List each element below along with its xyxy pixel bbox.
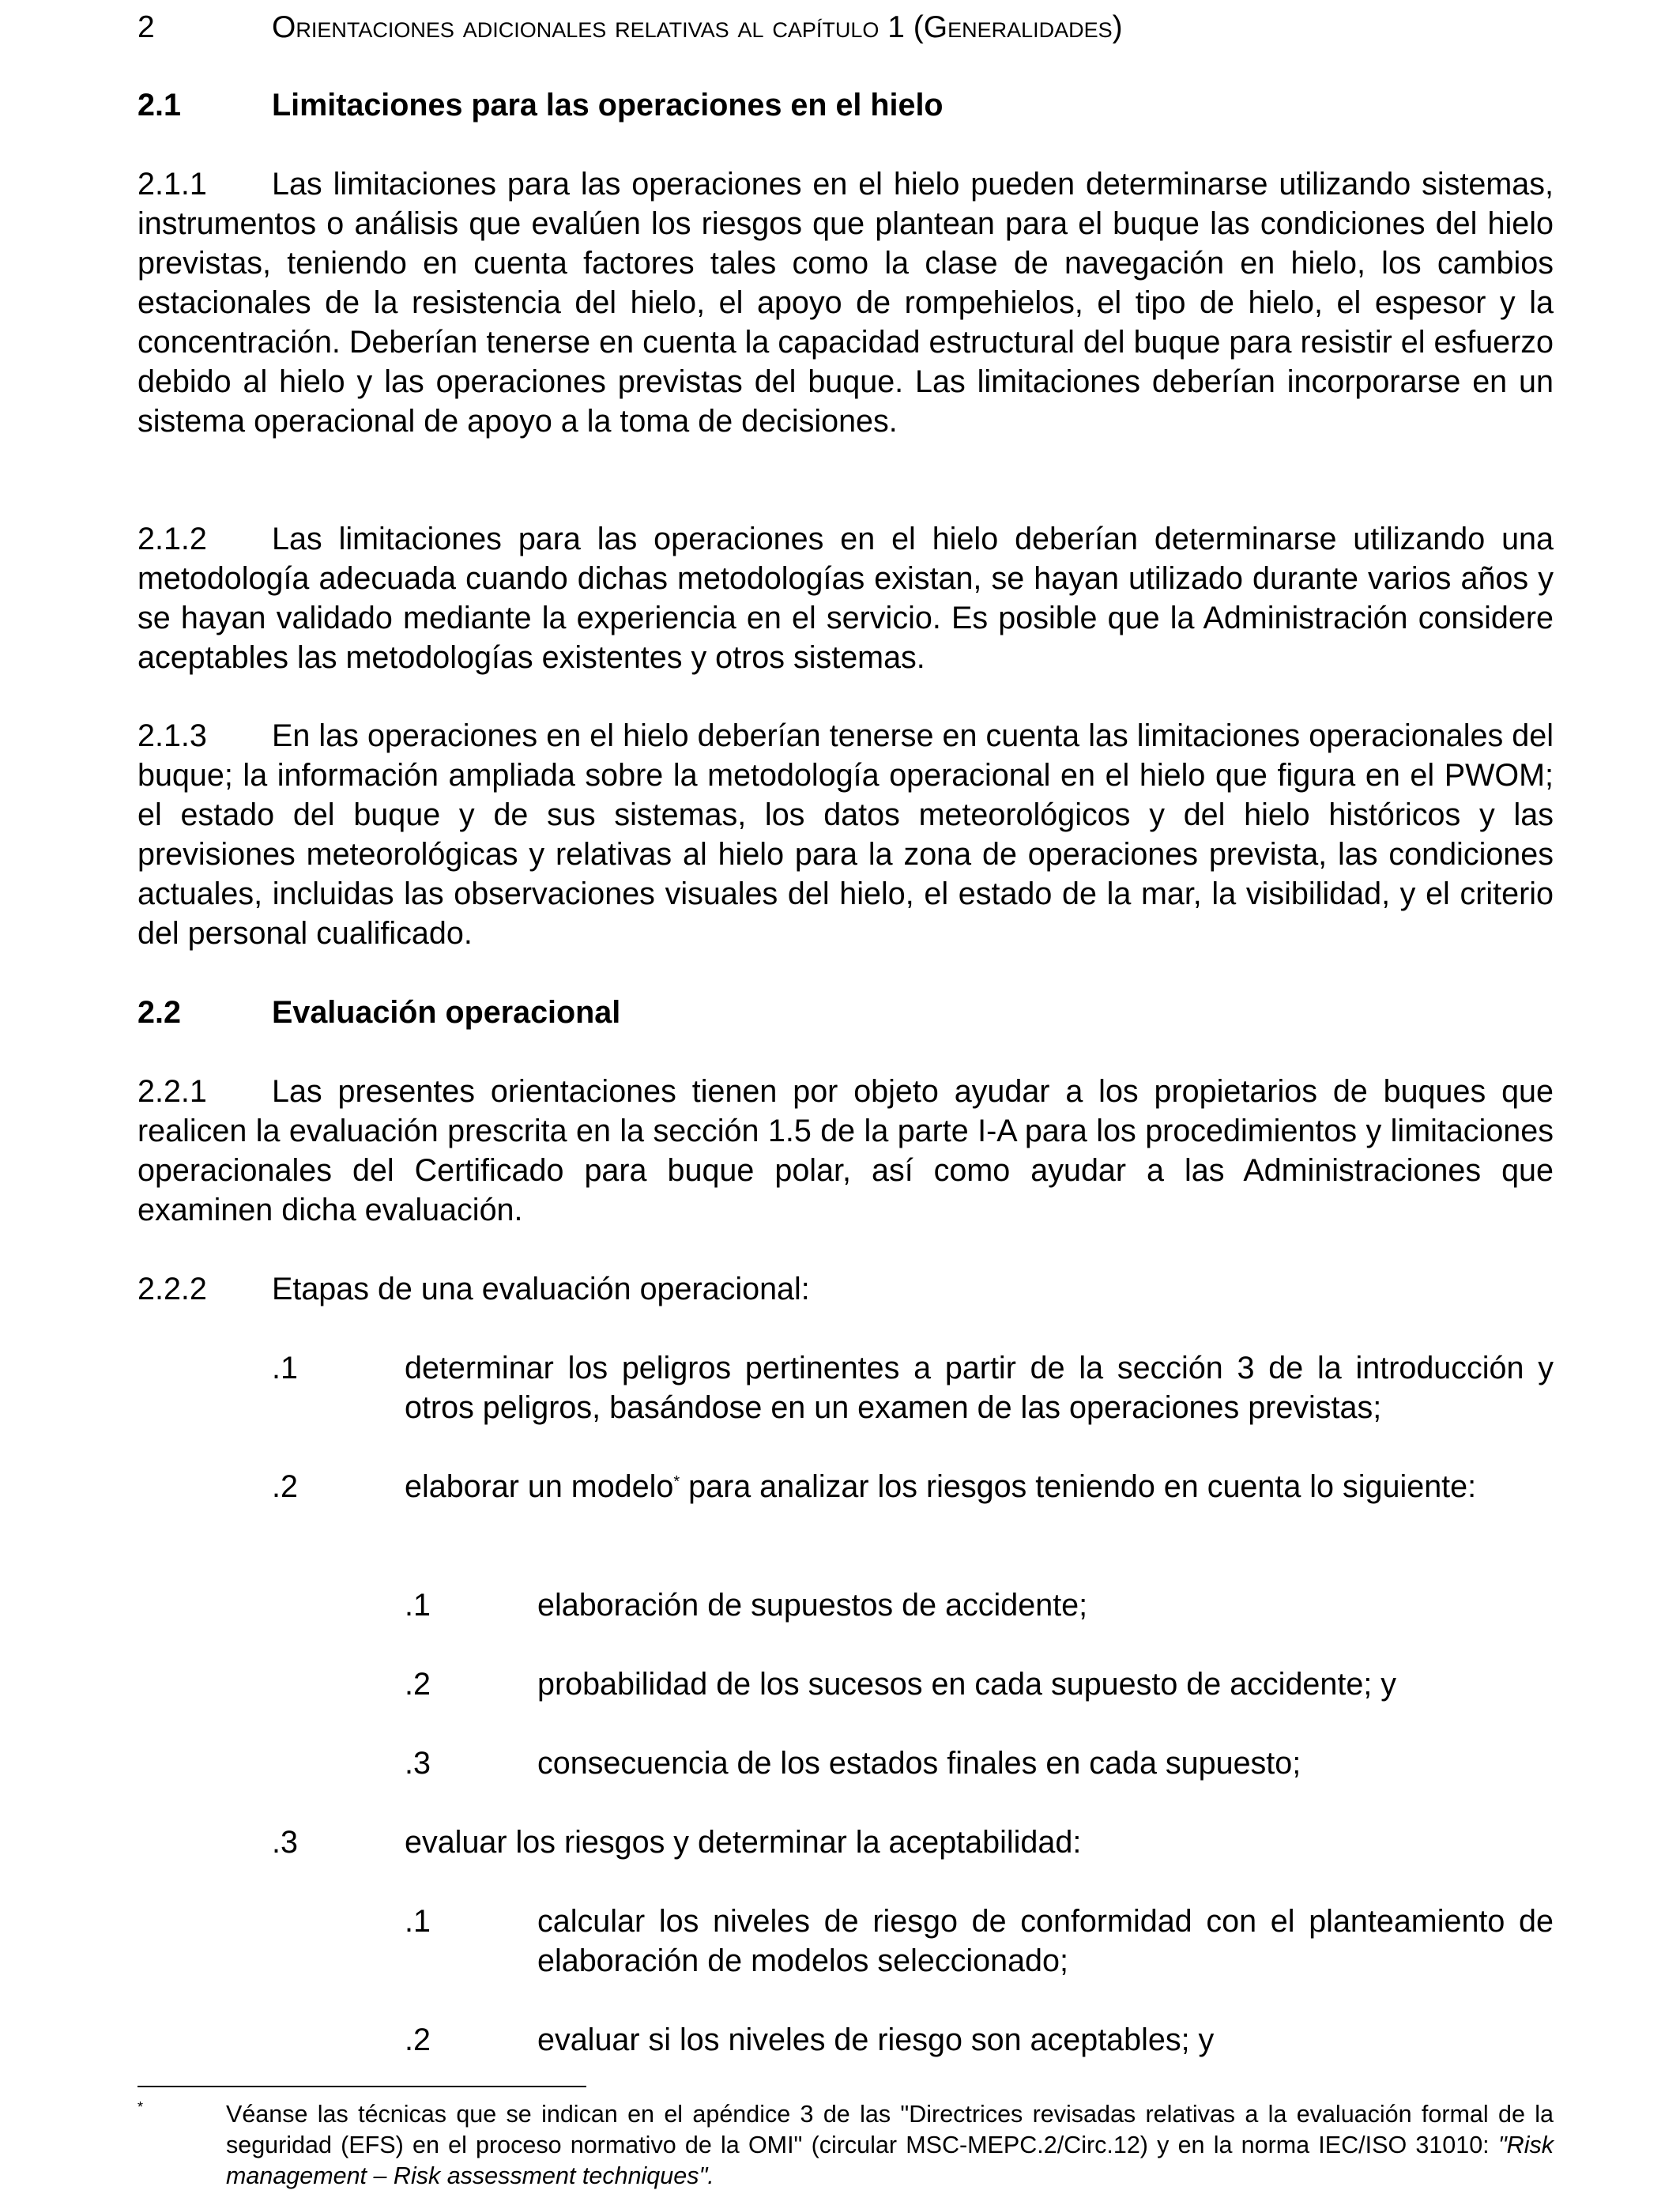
- paragraph-text: Las presentes orientaciones tienen por objeto ayudar a los propietarios de buques que realicen la evaluación prescrita en la sección 1.5 de la parte I-A para los procedimientos y limitaciones operacionales del Certificado para buque polar, así como ayudar a las Administraciones que examinen dicha evaluación.: [137, 1074, 1554, 1227]
- sub-item-text: evaluar si los niveles de riesgo son aceptables; y: [537, 2022, 1215, 2057]
- list-item-text: [405, 1467, 1554, 1506]
- sub-item-text: elaboración de supuestos de accidente;: [537, 1588, 1088, 1623]
- paragraph-text: Etapas de una evaluación operacional:: [272, 1272, 810, 1306]
- paragraph-number: 2.2.1: [137, 1074, 207, 1109]
- footnote-separator: [137, 2086, 586, 2087]
- paragraph-number: 2.1.2: [137, 522, 207, 556]
- sub-item-text: consecuencia de los estados finales en cada supuesto;: [537, 1746, 1301, 1781]
- chapter-title-part: eneralidades: [947, 10, 1113, 44]
- sub-item-number: .2: [405, 2022, 431, 2057]
- list-item-text: determinar los peligros pertinentes a partir de la sección 3 de la introducción y otros peligros, basándose en un examen de las operaciones previstas;: [405, 1351, 1554, 1425]
- paragraph-number: 2.1.3: [137, 718, 207, 753]
- section-title: Evaluación operacional: [272, 995, 621, 1030]
- chapter-number: 2: [137, 10, 155, 44]
- list-item-text-part: para analizar los riesgos teniendo en cuenta lo siguiente:: [680, 1469, 1477, 1504]
- paragraph-number: 2.2.2: [137, 1272, 207, 1306]
- chapter-title-part: O: [272, 10, 296, 44]
- sub-item-number: .3: [405, 1746, 431, 1781]
- footnote-reference[interactable]: *: [673, 1473, 680, 1491]
- footnote-title-italic: "Risk management – Risk assessment techniques".: [226, 2132, 1554, 2189]
- paragraph-text: Las limitaciones para las operaciones en el hielo deberían determinarse utilizando una metodología adecuada cuando dichas metodologías existan, se hayan utilizado durante varios años y se hayan validado mediante la experiencia en el servicio. Es posible que la Administración considere aceptables las metodologías existentes y otros sistemas.: [137, 522, 1554, 675]
- section-title: Limitaciones para las operaciones en el hielo: [272, 88, 944, 123]
- sub-item-number: .2: [405, 1667, 431, 1702]
- list-item-number: .1: [272, 1351, 298, 1385]
- chapter-title: [272, 8, 1123, 47]
- sub-item-number: .1: [405, 1588, 431, 1623]
- paragraph-text: En las operaciones en el hielo deberían tenerse en cuenta las limitaciones operacionales del buque; la información ampliada sobre la metodología operacional en el hielo que figura en el PWOM; el estado del buque y de sus sistemas, los datos meteorológicos y del hielo históricos y las previsiones meteorológicas y relativas al hielo para la zona de operaciones prevista, las condiciones actuales, incluidas las observaciones visuales del hielo, el estado de la mar, la visibilidad, y el criterio del personal cualificado.: [137, 718, 1554, 951]
- list-item-number: .2: [272, 1469, 298, 1504]
- section-number: 2.2: [137, 995, 181, 1030]
- footnote-mark: *: [137, 2099, 144, 2115]
- list-item-text: evaluar los riesgos y determinar la aceptabilidad:: [405, 1825, 1082, 1860]
- sub-item-text: calcular los niveles de riesgo de conformidad con el planteamiento de elaboración de modelos seleccionado;: [537, 1904, 1554, 1978]
- section-number: 2.1: [137, 88, 181, 123]
- sub-item-text: probabilidad de los sucesos en cada supuesto de accidente; y: [537, 1667, 1396, 1702]
- chapter-title-part: 1 (G: [887, 10, 948, 44]
- paragraph-text: Las limitaciones para las operaciones en el hielo pueden determinarse utilizando sistemas, instrumentos o análisis que evalúen los riesgos que plantean para el buque las condiciones del hielo previstas, teniendo en cuenta factores tales como la clase de navegación en hielo, los cambios estacionales de la resistencia del hielo, el apoyo de rompehielos, el tipo de hielo, el espesor y la concentración. Deberían tenerse en cuenta la capacidad estructural del buque para resistir el esfuerzo debido al hielo y las operaciones previstas del buque. Las limitaciones deberían incorporarse en un sistema operacional de apoyo a la toma de decisiones.: [137, 167, 1554, 439]
- footnote-text: [226, 2099, 1554, 2192]
- paragraph-2-1-1: [137, 164, 1554, 441]
- chapter-title-part: ): [1112, 10, 1123, 44]
- list-item-number: .3: [272, 1825, 298, 1860]
- paragraph-2-1-2: [137, 519, 1554, 677]
- paragraph-2-1-3: [137, 716, 1554, 953]
- list-item-text-part: elaborar un modelo: [405, 1469, 674, 1504]
- sub-item-number: .1: [405, 1904, 431, 1939]
- footnote-text-part: Véanse las técnicas que se indican en el apéndice 3 de las "Directrices revisadas relativas a la evaluación formal de la seguridad (EFS) en el proceso normativo de la OMI" (circular MSC-MEPC.2/Circ.12) y en la norma IEC/ISO 31010:: [226, 2101, 1554, 2158]
- paragraph-2-2-1: [137, 1072, 1554, 1230]
- paragraph-number: 2.1.1: [137, 167, 207, 202]
- chapter-title-part: rientaciones adicionales relativas al capítulo: [296, 10, 888, 44]
